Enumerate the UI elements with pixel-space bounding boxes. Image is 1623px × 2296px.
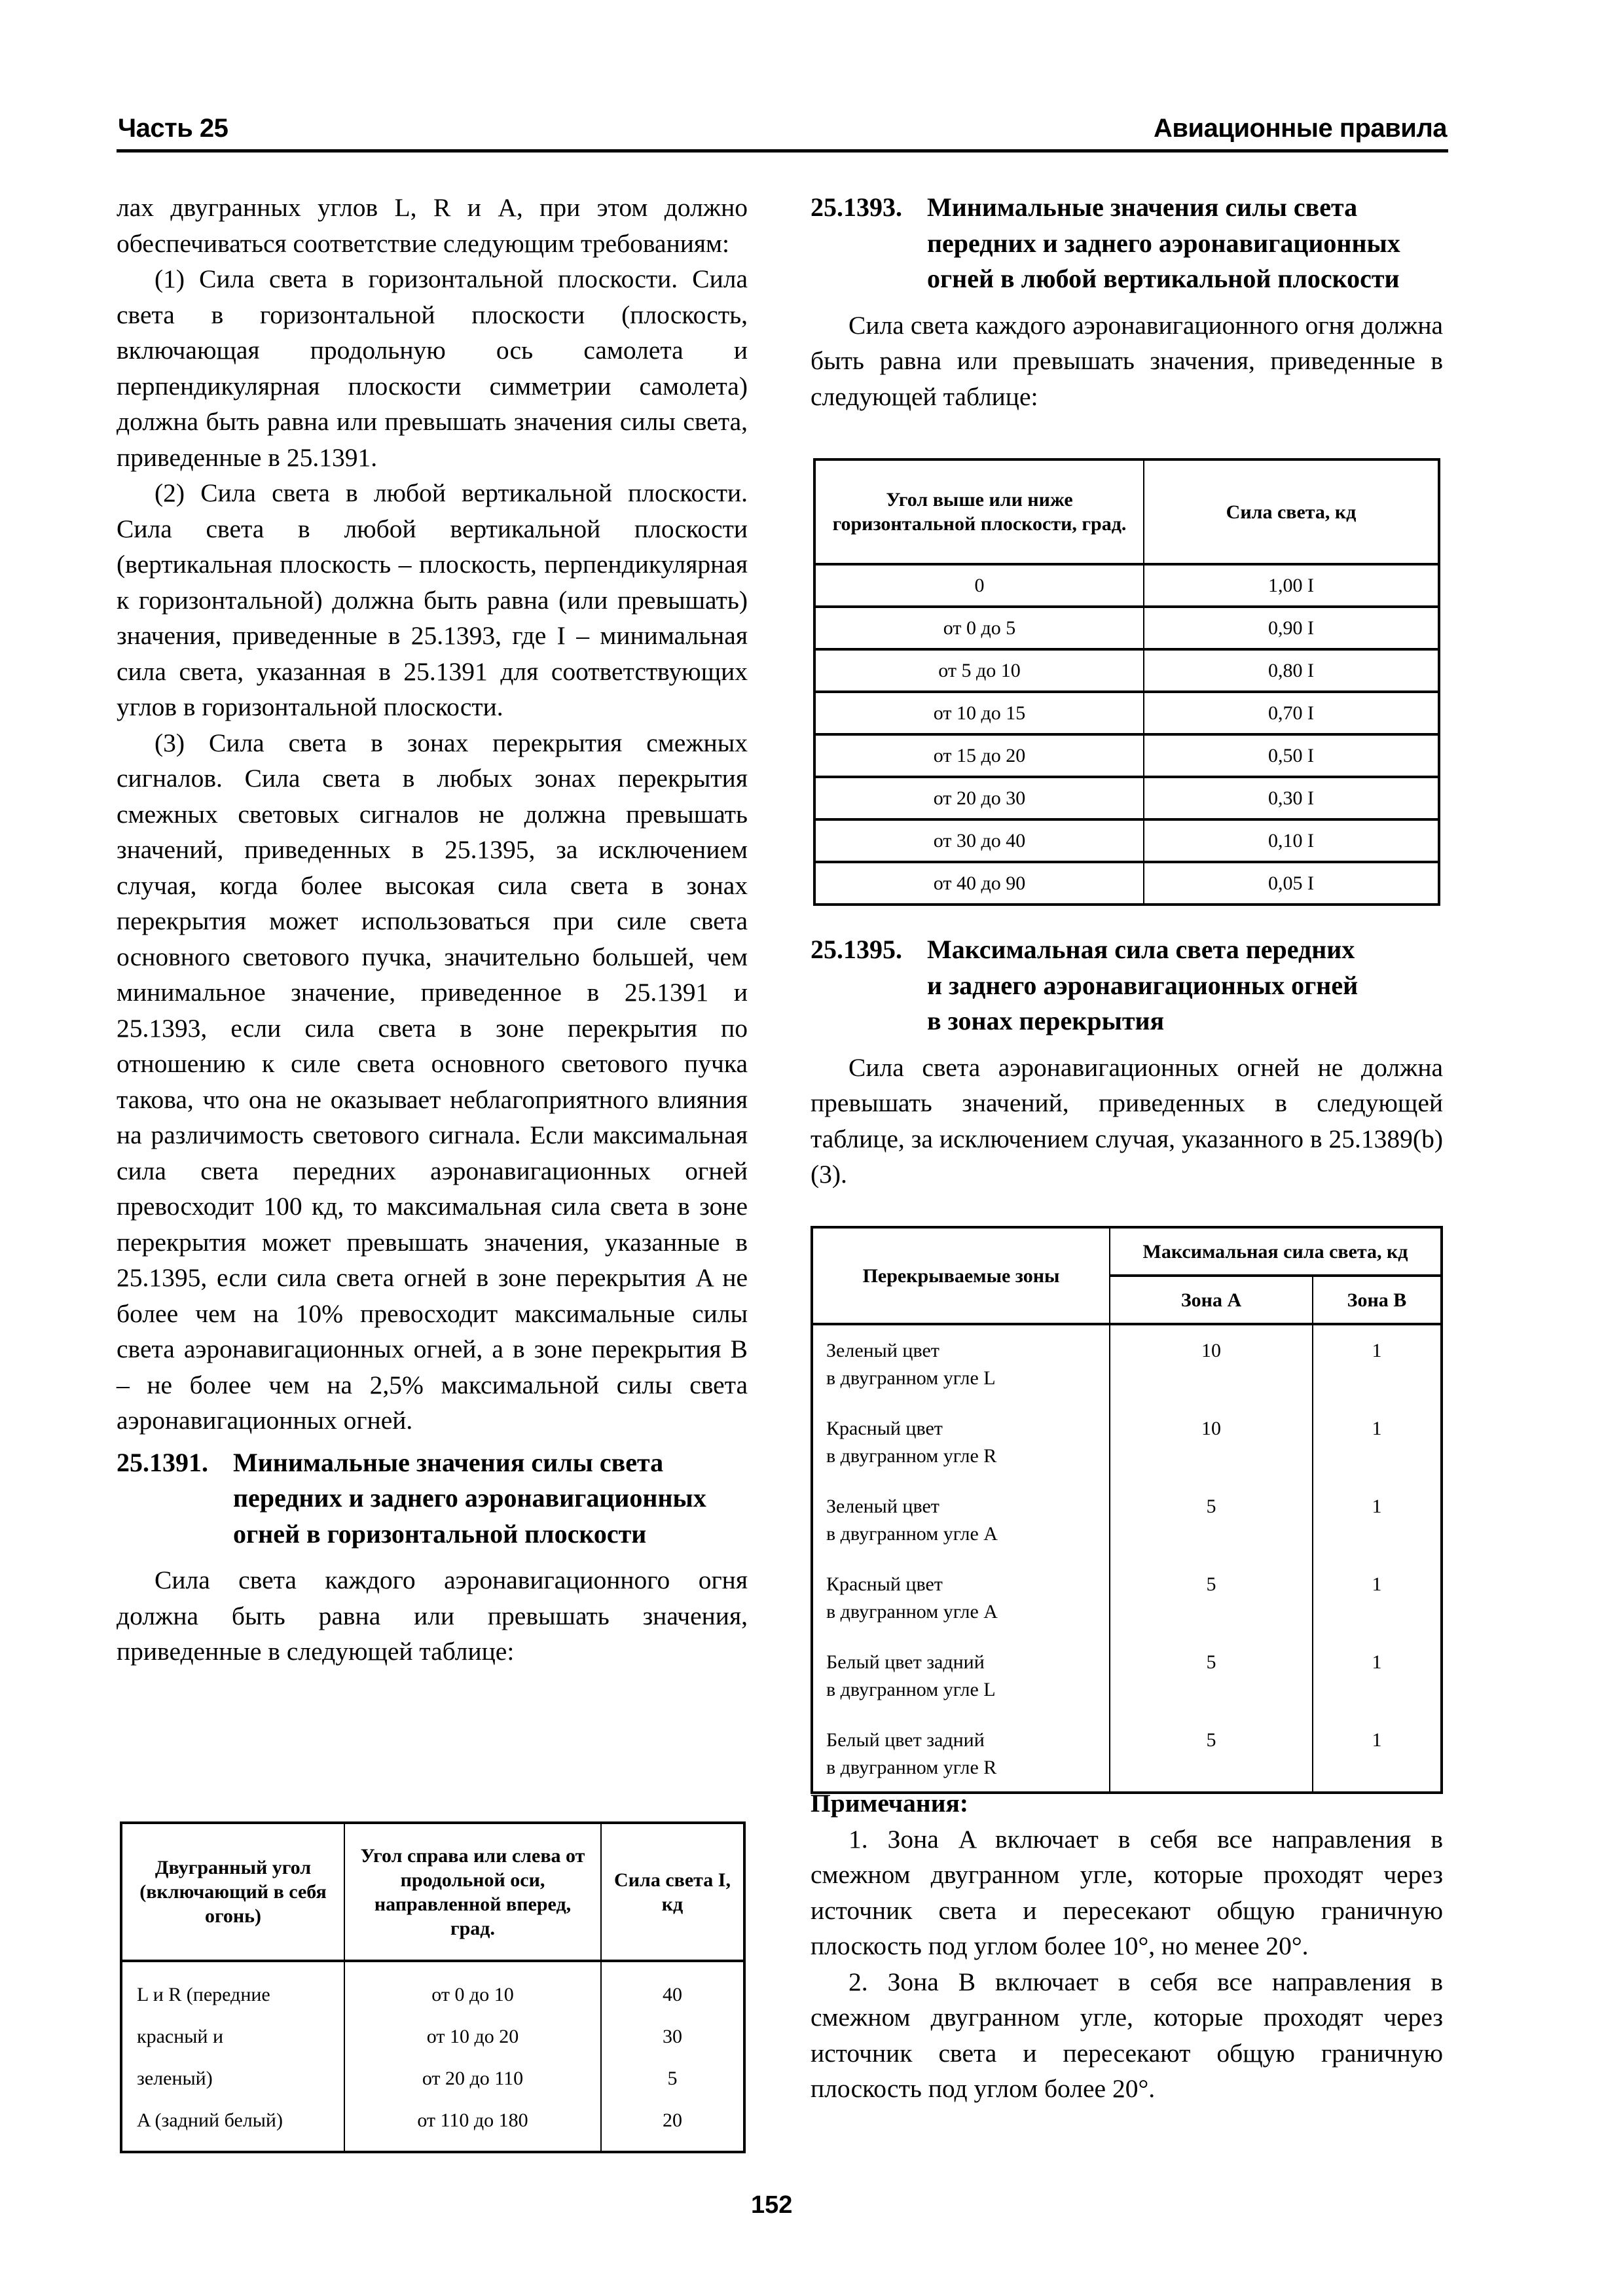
dihedral-line: красный и <box>137 2026 224 2047</box>
table-row <box>812 1480 1442 1558</box>
table-cell-intensity-group <box>601 1961 744 2152</box>
section-1393-text: Сила света каждого аэронавигационного огня должна быть равна или превышать значения, приведенные в следующей таблице: <box>811 310 1443 411</box>
section-1391-text: Сила света каждого аэронавигационного огня должна быть равна или превышать значения, приведенные в следующей таблице: <box>117 1566 748 1666</box>
zone-cell <box>812 1402 1110 1480</box>
left-column <box>117 190 748 1670</box>
zone-line: в двугранном угле L <box>826 1367 996 1389</box>
table-row <box>812 1402 1442 1480</box>
requirement-item-1: (1) Сила света в горизонтальной плоскости. Сила света в горизонтальной плоскости (плоскость, включающая продольную ось самолета и перпендикулярная плоскости симметрии самолета) должна быть равна или превышать значения силы света, приведенные в 25.1391. <box>117 264 748 472</box>
zone-line: в двугранном угле A <box>826 1601 998 1623</box>
table-header-angle-from-axis: Угол справа или слева от продольной оси, направленной вперед, град. <box>344 1823 601 1961</box>
zone-a-cell: 5 <box>1110 1713 1313 1793</box>
zone-line: Зеленый цвет <box>826 1496 939 1517</box>
table-header-overlap-zones: Перекрываемые зоны <box>812 1227 1110 1324</box>
requirement-item-3: (3) Сила света в зонах перекрытия смежных сигналов. Сила света в любых зонах перекрытия смежных световых сигналов не должна превышать значений, приведенных в 25.1395, за исключением случая, когда более высокая сила света в зонах перекрытия может использоваться при силе света основного светового пучка, значительно большей, чем минимальное значение, приведенное в 25.1391 и 25.1393, если сила света в зоне перекрытия по отношению к силе света основного светового пучка такова, что она не оказывает неблагоприятного влияния на различимость светового сигнала. Если максимальная сила света передних аэронавигационных огней превосходит 100 кд, то максимальная сила света в зоне перекрытия может превышать значения, указанные в 25.1395, если сила света огней в зоне перекрытия A не более чем на 10% превосходит максимальные силы света аэронавигационных огней, а в зоне перекрытия B – не более чем на 2,5% максимальной силы света аэронавигационных огней. <box>117 728 748 1435</box>
table-row <box>814 734 1439 777</box>
table-row <box>814 819 1439 862</box>
intensity-cell: 0,80 I <box>1144 649 1439 692</box>
dihedral-line: A (задний белый) <box>137 2109 283 2131</box>
zone-b-cell: 1 <box>1313 1480 1442 1558</box>
table-row <box>814 649 1439 692</box>
angle-value: от 110 до 180 <box>417 2109 528 2131</box>
zone-cell <box>812 1636 1110 1713</box>
zone-line: в двугранном угле A <box>826 1523 998 1545</box>
zone-cell <box>812 1713 1110 1793</box>
zone-b-cell: 1 <box>1313 1402 1442 1480</box>
zone-line: Зеленый цвет <box>826 1340 939 1361</box>
zone-line: в двугранном угле R <box>826 1757 997 1778</box>
section-1395-block <box>811 932 1443 1193</box>
intensity-value: 40 <box>663 1984 682 2005</box>
table-row <box>812 1324 1442 1402</box>
table-1391-horizontal-intensity <box>120 1821 746 2153</box>
dihedral-line: зеленый) <box>137 2068 213 2089</box>
section-title-line: Максимальная сила света передних <box>927 935 1355 964</box>
table-header-dihedral-angle: Двугранный угол (включающий в себя огонь) <box>121 1823 344 1961</box>
zone-a-cell: 5 <box>1110 1558 1313 1636</box>
zone-cell <box>812 1324 1110 1402</box>
table-1393-vertical-intensity <box>813 458 1440 906</box>
intensity-cell: 0,70 I <box>1144 692 1439 734</box>
right-column <box>811 190 1443 414</box>
angle-cell: 0 <box>814 564 1144 607</box>
angle-value: от 10 до 20 <box>426 2026 519 2047</box>
table-row <box>814 692 1439 734</box>
note-item-2: 2. Зона B включает в себя все направления в смежном двугранном угле, которые проходят через источник света и пересекают общую граничную плоскость под углом более 20°. <box>811 1967 1443 2103</box>
table-row <box>814 777 1439 819</box>
requirement-item-2: (2) Сила света в любой вертикальной плоскости. Сила света в любой вертикальной плоскости (вертикальная плоскость – плоскость, перпендикулярная к горизонтальной) должна быть равна (или превышать) значения, приведенные в 25.1393, где I – минимальная сила света, указанная в 25.1391 для соответствующих углов в горизонтальной плоскости. <box>117 478 748 721</box>
zone-a-cell: 5 <box>1110 1636 1313 1713</box>
table-row <box>812 1558 1442 1636</box>
intensity-cell: 0,90 I <box>1144 607 1439 649</box>
section-1395-text: Сила света аэронавигационных огней не должна превышать значений, приведенных в следующей таблице, за исключением случая, указанного в 25.1389(b)(3). <box>811 1052 1443 1189</box>
table-1395-overlap-intensity <box>811 1226 1443 1794</box>
note-item-1: 1. Зона A включает в себя все направления в смежном двугранном угле, которые проходят через источник света и пересекают общую граничную плоскость под углом более 10°, но менее 20°. <box>811 1824 1443 1960</box>
table-header-angle: Угол выше или ниже горизонтальной плоскости, град. <box>814 459 1144 564</box>
page-number: 152 <box>751 2191 793 2219</box>
zone-a-cell: 10 <box>1110 1324 1313 1402</box>
zone-b-cell: 1 <box>1313 1636 1442 1713</box>
zone-a-cell: 10 <box>1110 1402 1313 1480</box>
table-header-zone-b: Зона B <box>1313 1276 1442 1324</box>
zone-line: Красный цвет <box>826 1573 943 1595</box>
header-divider <box>117 149 1448 152</box>
table-header-zone-a: Зона A <box>1110 1276 1313 1324</box>
header-part-label: Часть 25 <box>118 114 228 143</box>
section-title <box>927 932 1443 1039</box>
intensity-value: 30 <box>663 2026 682 2047</box>
notes-block <box>811 1785 1443 2107</box>
section-title: Минимальные значения силы света передних и заднего аэронавигационных огней в любой вертикальной плоскости <box>927 192 1400 293</box>
table-cell-angle-group <box>344 1961 601 2152</box>
intensity-cell: 1,00 I <box>1144 564 1439 607</box>
section-number: 25.1391. <box>117 1447 208 1477</box>
table-row <box>814 564 1439 607</box>
intensity-cell: 0,50 I <box>1144 734 1439 777</box>
table-row <box>812 1713 1442 1793</box>
table-header-intensity: Сила света I, кд <box>601 1823 744 1961</box>
zone-line: в двугранном угле R <box>826 1445 997 1467</box>
section-number: 25.1395. <box>811 935 902 964</box>
table-row <box>814 607 1439 649</box>
running-header <box>117 113 1447 148</box>
zone-cell <box>812 1558 1110 1636</box>
zone-b-cell: 1 <box>1313 1558 1442 1636</box>
zone-b-cell: 1 <box>1313 1324 1442 1402</box>
section-title-line: в зонах перекрытия <box>927 1006 1165 1035</box>
zone-cell <box>812 1480 1110 1558</box>
intensity-value: 5 <box>667 2068 678 2089</box>
section-title-line: и заднего аэронавигационных огней <box>927 970 1359 1000</box>
intro-paragraph: лах двугранных углов L, R и A, при этом должно обеспечиваться соответствие следующим требованиям: <box>117 193 748 258</box>
dihedral-line: L и R (передние <box>137 1984 270 2005</box>
section-heading-1393 <box>811 190 1443 297</box>
zone-line: Белый цвет задний <box>826 1729 985 1751</box>
intensity-cell: 0,30 I <box>1144 777 1439 819</box>
zone-b-cell: 1 <box>1313 1713 1442 1793</box>
section-number: 25.1393. <box>811 192 902 222</box>
zone-line: Красный цвет <box>826 1418 943 1439</box>
angle-cell: от 0 до 5 <box>814 607 1144 649</box>
header-document-title: Авиационные правила <box>1154 114 1447 143</box>
section-heading-1391 <box>117 1445 748 1552</box>
angle-cell: от 20 до 30 <box>814 777 1144 819</box>
table-row <box>812 1636 1442 1713</box>
table-cell-dihedral-group <box>121 1961 344 2152</box>
zone-line: Белый цвет задний <box>826 1651 985 1673</box>
angle-cell: от 10 до 15 <box>814 692 1144 734</box>
notes-title: Примечания: <box>811 1789 968 1818</box>
table-header-max-intensity: Максимальная сила света, кд <box>1110 1227 1442 1276</box>
angle-value: от 0 до 10 <box>431 1984 514 2005</box>
zone-line: в двугранном угле L <box>826 1679 996 1700</box>
angle-cell: от 40 до 90 <box>814 862 1144 905</box>
angle-cell: от 15 до 20 <box>814 734 1144 777</box>
section-title: Минимальные значения силы света передних и заднего аэронавигационных огней в горизонтальной плоскости <box>233 1447 706 1549</box>
angle-cell: от 30 до 40 <box>814 819 1144 862</box>
zone-a-cell: 5 <box>1110 1480 1313 1558</box>
intensity-cell: 0,05 I <box>1144 862 1439 905</box>
intensity-cell: 0,10 I <box>1144 819 1439 862</box>
table-row <box>814 862 1439 905</box>
section-heading-1395 <box>811 932 1443 1039</box>
table-header-intensity: Сила света, кд <box>1144 459 1439 564</box>
angle-cell: от 5 до 10 <box>814 649 1144 692</box>
angle-value: от 20 до 110 <box>422 2068 524 2089</box>
intensity-value: 20 <box>663 2109 682 2131</box>
